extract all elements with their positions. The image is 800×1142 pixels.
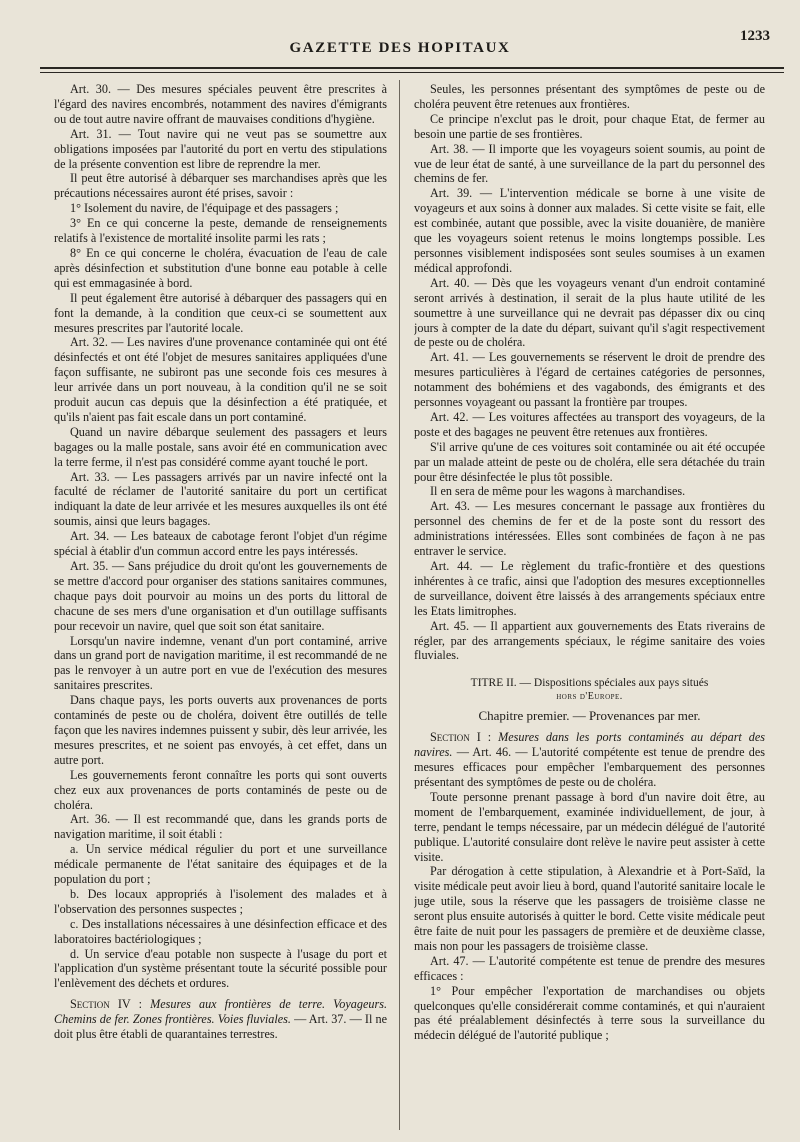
left-column [54,82,387,1132]
paragraph: Quand un navire débarque seulement des passagers et leurs bagages ou la malle postale, sans avoir été en communication avec la terre ferme, il n'est pas considéré comme ayant touché le port. [54,424,387,469]
paragraph: Art. 38. — Il importe que les voyageurs soient soumis, au point de vue de leur état de santé, à une surveillance de la part du personnel des chemins de fer. [414,141,765,186]
section-title: Mesures aux frontières de terre. Voyageurs. Chemins de fer. Zones frontières. Voies fluviales. [54,997,387,1027]
page-number: 1233 [740,28,770,44]
journal-title: GAZETTE DES HOPITAUX [289,40,511,56]
paragraph: Art. 45. — Il appartient aux gouvernements des Etats riverains de régler, par des arrangements spéciaux, le régime sanitaire des voies fluviales. [414,618,765,663]
page-header [0,0,800,70]
paragraph: Art. 36. — Il est recommandé que, dans les grands ports de navigation maritime, il soit établi : [54,812,387,842]
right-paragraphs-top [414,82,765,663]
section-label: Section IV : [70,997,142,1012]
section-heading-i [414,730,765,790]
paragraph: Dans chaque pays, les ports ouverts aux provenances de ports contaminés de peste ou de choléra, doivent être outillés de telle façon que les navires indemnes puissent y subir, dès leur arrivée, les mesures prescrites, et ne soient pas envoyés, à cet effet, dans un autre port. [54,693,387,767]
paragraph: Lorsqu'un navire indemne, venant d'un port contaminé, arrive dans un grand port de navigation maritime, il est recommandé de ne pas le renvoyer à un autre port en vue de l'exécution des mesures sanitaires prescrites. [54,633,387,693]
titre-line-1: TITRE II. — Dispositions spéciales aux pays situés [470,677,709,690]
paragraph: Art. 40. — Dès que les voyageurs venant d'un endroit contaminé seront arrivés à destination, il serait de la plus haute utilité de les soumettre à une surveillance qui ne devrait pas dépasser dix ou cinq jours à compter de la date du départ, suivant qu'il s'agit respectivement de peste ou de choléra. [414,275,765,350]
chapter-heading: Chapitre premier. — Provenances par mer. [478,708,701,724]
paragraph: Art. 43. — Les mesures concernant le passage aux frontières du personnel des chemins de fer et de la poste sont du ressort des administrations intéressées. Elles sont combinées de façon à ne pas entraver le service. [414,499,765,559]
paragraph: Art. 42. — Les voitures affectées au transport des voyageurs, de la poste et des bagages ne peuvent être retenues aux frontières. [414,409,765,439]
paragraph: Art. 33. — Les passagers arrivés par un navire infecté ont la faculté de réclamer de l'autorité sanitaire du port un certificat indiquant la date de leur arrivée et les mesures auxquelles ils ont été soumis, ainsi que leurs bagages. [54,469,387,529]
section-heading-iv [54,997,387,1042]
left-paragraphs [54,82,387,991]
paragraph: 3° En ce qui concerne la peste, demande de renseignements relatifs à l'existence de mortalité insolite parmi les rats ; [54,216,387,246]
paragraph: Il peut être autorisé à débarquer ses marchandises après que les précautions nécessaires auront été prises, savoir : [54,171,387,201]
right-column [414,82,765,1132]
paragraph: Art. 32. — Les navires d'une provenance contaminée qui ont été désinfectés et ont été l'objet de mesures sanitaires appliquées d'une façon suffisante, ne subiront pas une seconde fois ces mesures à leur arrivée dans un port nouveau, à la condition qu'il ne se soit produit aucun cas depuis que la désinfection a été pratiquée, et qu'ils n'aient pas fait escale dans un port contaminé. [54,335,387,424]
paragraph: Par dérogation à cette stipulation, à Alexandrie et à Port-Saïd, la visite médicale peut avoir lieu à bord, quand l'autorité sanitaire locale le juge utile, sous la réserve que les passagers de troisième classe ne seront plus ensuite autorisés à quitter le bord. Cette visite médicale peut être faite de nuit pour les passagers de première et de deuxième classe, mais non pour les passagers de troisième classe. [414,864,765,953]
paragraph: b. Des locaux appropriés à l'isolement des malades et à l'observation des personnes suspectes ; [54,886,387,916]
paragraph: Il en sera de même pour les wagons à marchandises. [430,484,686,499]
right-paragraphs-bottom [414,790,765,1043]
paragraph: Ce principe n'exclut pas le droit, pour chaque Etat, de fermer au besoin une partie de ses frontières. [414,111,765,141]
paragraph: Art. 31. — Tout navire qui ne veut pas se soumettre aux obligations imposées par l'autorité du port en vertu des stipulations de la présente convention est libre de reprendre la mer. [54,126,387,171]
paragraph: Toute personne prenant passage à bord d'un navire doit être, au moment de l'embarquement, examinée individuellement, de jour, à terre, pendant le temps nécessaire, par un médecin délégué de l'autorité publique. L'autorité consulaire dont relève le navire peut assister à cette visite. [414,789,765,864]
section-article: — Art. 46. — L'autorité compétente est tenue de prendre des mesures efficaces pour empêcher l'embarquement des personnes présentant des symptômes de peste ou de choléra. [414,745,765,789]
titre-line-2: hors d'Europe. [556,691,623,703]
paragraph: c. Des installations nécessaires à une désinfection efficace et des laboratoires bactériologiques ; [54,916,387,946]
header-rule-thin [40,72,784,73]
paragraph: Seules, les personnes présentant des symptômes de peste ou de choléra peuvent être retenues aux frontières. [414,82,765,111]
paragraph: 1° Isolement du navire, de l'équipage et des passagers ; [70,201,339,216]
section-title: Mesures dans les ports contaminés au départ des navires. [414,730,765,760]
paragraph: Les gouvernements feront connaître les ports qui sont ouverts chez eux aux provenances de ports contaminés de peste ou de choléra. [54,767,387,812]
paragraph: Il peut également être autorisé à débarquer des passagers qui en font la demande, à la condition que ceux-ci se soumettent aux mesures prescrites par l'autorité locale. [54,290,387,335]
paragraph: S'il arrive qu'une de ces voitures soit contaminée ou ait été occupée par un malade atteint de peste ou de choléra, elle sera détachée du train pour être désinfectée le plus tôt possible. [414,439,765,484]
paragraph: d. Un service d'eau potable non suspecte à l'usage du port et l'application d'un système présentant toute la sécurité possible pour l'enlèvement des déchets et ordures. [54,946,387,991]
column-divider [399,80,400,1130]
section-article: — Art. 37. — Il ne doit plus être établi de quarantaines terrestres. [54,1012,387,1042]
header-rule [40,67,784,69]
paragraph: 8° En ce qui concerne le choléra, évacuation de l'eau de cale après désinfection et substitution d'une bonne eau potable à celle qui est emmagasinée à bord. [54,245,387,290]
titre-heading [414,677,765,703]
paragraph: Art. 30. — Des mesures spéciales peuvent être prescrites à l'égard des navires encombrés, notamment des navires d'émigrants ou de tout autre navire offrant de mauvaises conditions d'hygiène. [54,82,387,126]
paragraph: Art. 41. — Les gouvernements se réservent le droit de prendre des mesures particulières à l'égard de certaines catégories de personnes, notamment des bohémiens et des vagabonds, des émigrants et des personnes voyageant ou passant la frontière par troupes. [414,350,765,410]
paragraph: Art. 39. — L'intervention médicale se borne à une visite de voyageurs et aux soins à donner aux malades. Si cette visite se fait, elle est combinée, autant que possible, avec la visite douanière, de manière que les voyageurs soient retenus le moins longtemps possible. Les personnes visiblement indisposées sont seules soumises à un examen médical approfondi. [414,186,765,275]
paragraph: a. Un service médical régulier du port et une surveillance médicale permanente de l'état sanitaire des équipages et de la population du port ; [54,842,387,887]
paragraph: Art. 47. — L'autorité compétente est tenue de prendre des mesures efficaces : [414,953,765,983]
section-label: Section I : [430,730,492,745]
paragraph: Art. 44. — Le règlement du trafic-frontière et des questions inhérentes à ce trafic, ainsi que l'adoption des mesures exceptionnelles de surveillance, doivent être laissés à des arrangements spéciaux entre les Etats limitrophes. [414,559,765,618]
paragraph: Art. 34. — Les bateaux de cabotage feront l'objet d'un régime spécial à établir d'un commun accord entre les pays intéressés. [54,529,387,559]
paragraph: Art. 35. — Sans préjudice du droit qu'ont les gouvernements de se mettre d'accord pour organiser des stations sanitaires communes, chaque pays doit pourvoir au moins un des ports du littoral de chacune de ses mers d'une organisation et d'un outillage suffisants pour recevoir un navire, quel que soit son état sanitaire. [54,559,387,633]
paragraph: 1° Pour empêcher l'exportation de marchandises ou objets quelconques qu'elle considérerait comme contaminés, et qui n'auraient pas été préalablement désinfectés à terre sous la surveillance du médecin délégué de l'autorité publique ; [414,983,765,1043]
